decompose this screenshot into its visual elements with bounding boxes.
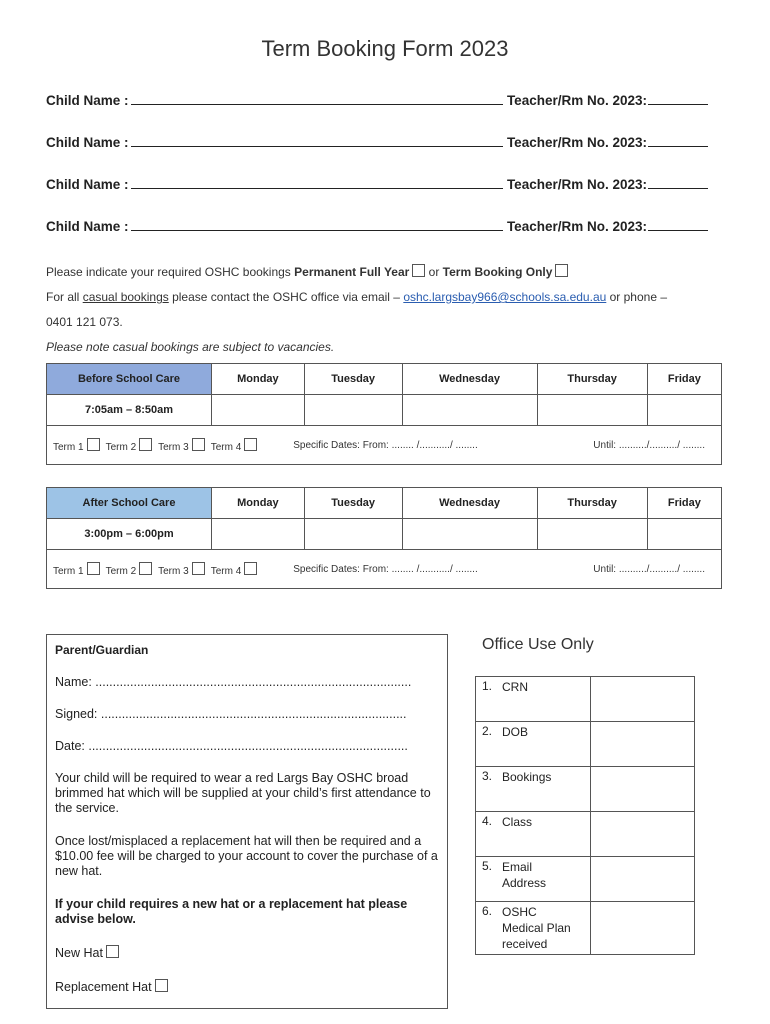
- after-school-label: After School Care: [47, 488, 212, 519]
- term-2-checkbox[interactable]: [139, 562, 152, 575]
- child-name-field[interactable]: [131, 134, 503, 147]
- phone-text: 0401 121 073.: [46, 315, 123, 329]
- after-school-time: 3:00pm – 6:00pm: [47, 519, 212, 550]
- day-header: Friday: [647, 364, 721, 395]
- teacher-label: Teacher/Rm No. 2023:: [506, 93, 647, 108]
- term-only-checkbox[interactable]: [555, 264, 568, 277]
- page-title: Term Booking Form 2023: [261, 36, 509, 61]
- permanent-checkbox[interactable]: [412, 264, 425, 277]
- booking-cell[interactable]: [647, 519, 721, 550]
- office-item: 3. Bookings: [476, 767, 591, 812]
- permanent-label: Permanent Full Year: [294, 265, 410, 279]
- day-header: Thursday: [537, 364, 647, 395]
- advise-text: If your child requires a new hat or a replacement hat please advise below.: [55, 897, 408, 926]
- booking-cell[interactable]: [537, 519, 647, 550]
- new-hat-checkbox[interactable]: [106, 945, 119, 958]
- day-header: Thursday: [537, 488, 647, 519]
- after-school-table: [46, 487, 722, 589]
- booking-cell[interactable]: [537, 395, 647, 426]
- parent-guardian-box: [46, 634, 448, 1009]
- teacher-field[interactable]: [648, 218, 708, 231]
- day-header: Monday: [212, 488, 305, 519]
- before-school-table: [46, 363, 722, 465]
- specific-dates: Specific Dates: From: ........ /.........../ ........: [293, 439, 478, 451]
- replacement-hat-checkbox[interactable]: [155, 979, 168, 992]
- office-field[interactable]: [591, 677, 695, 722]
- child-row-2: [46, 134, 708, 150]
- teacher-field[interactable]: [648, 176, 708, 189]
- child-name-label: Child Name :: [46, 135, 129, 150]
- day-header: Tuesday: [304, 364, 402, 395]
- office-item: 2. DOB: [476, 722, 591, 767]
- office-item: 5. Email Address: [476, 857, 591, 902]
- office-item: 4. Class: [476, 812, 591, 857]
- child-row-4: [46, 218, 708, 234]
- term-selection-row: Term 1 Term 2 Term 3 Term 4 Specific Dates: From: ........ /.........../ ........ Until: ........../........../ ........: [47, 550, 722, 589]
- booking-cell[interactable]: [212, 519, 305, 550]
- new-hat-row: New Hat: [55, 945, 439, 961]
- child-name-label: Child Name :: [46, 177, 129, 192]
- term-only-label: Term Booking Only: [442, 265, 553, 279]
- term-1-checkbox[interactable]: [87, 438, 100, 451]
- teacher-label: Teacher/Rm No. 2023:: [506, 135, 647, 150]
- office-field[interactable]: [591, 857, 695, 902]
- day-header: Tuesday: [304, 488, 402, 519]
- term-3-checkbox[interactable]: [192, 438, 205, 451]
- casual-line: For all casual bookings please contact the OSHC office via email – oshc.largsbay966@schools.sa.edu.au or phone –: [46, 290, 668, 304]
- office-item: 1. CRN: [476, 677, 591, 722]
- until-date: Until: ........../........../ ........: [593, 439, 705, 451]
- child-name-field[interactable]: [131, 176, 503, 189]
- specific-dates: Specific Dates: From: ........ /.........../ ........: [293, 563, 478, 575]
- office-field[interactable]: [591, 767, 695, 812]
- teacher-label: Teacher/Rm No. 2023:: [506, 219, 647, 234]
- before-school-time: 7:05am – 8:50am: [47, 395, 212, 426]
- teacher-field[interactable]: [648, 134, 708, 147]
- teacher-field[interactable]: [648, 92, 708, 105]
- child-name-field[interactable]: [131, 218, 503, 231]
- parent-date-field[interactable]: Date: ............................................................................................: [55, 739, 408, 753]
- day-header: Wednesday: [402, 364, 537, 395]
- day-header: Friday: [647, 488, 721, 519]
- before-school-label: Before School Care: [47, 364, 212, 395]
- term-selection-row: Term 1 Term 2 Term 3 Term 4 Specific Dates: From: ........ /.........../ ........ Until: ........../........../ ........: [47, 426, 722, 465]
- booking-cell[interactable]: [304, 519, 402, 550]
- term-2-checkbox[interactable]: [139, 438, 152, 451]
- office-item: 6. OSHC Medical Plan received: [476, 902, 591, 955]
- office-field[interactable]: [591, 902, 695, 955]
- hat-info: Your child will be required to wear a red Largs Bay OSHC broad brimmed hat which will be supplied at your child’s first attendance to the service.: [55, 771, 431, 815]
- child-name-label: Child Name :: [46, 93, 129, 108]
- term-4-checkbox[interactable]: [244, 438, 257, 451]
- term-3-checkbox[interactable]: [192, 562, 205, 575]
- term-4-checkbox[interactable]: [244, 562, 257, 575]
- booking-type-line: Please indicate your required OSHC bookings Permanent Full Year or Term Booking Only: [46, 264, 568, 279]
- until-date: Until: ........../........../ ........: [593, 563, 705, 575]
- day-header: Monday: [212, 364, 305, 395]
- day-header: Wednesday: [402, 488, 537, 519]
- child-row-1: [46, 92, 708, 108]
- booking-cell[interactable]: [402, 519, 537, 550]
- office-field[interactable]: [591, 812, 695, 857]
- booking-cell[interactable]: [402, 395, 537, 426]
- booking-cell[interactable]: [212, 395, 305, 426]
- replacement-hat-row: Replacement Hat: [55, 979, 439, 995]
- child-name-field[interactable]: [131, 92, 503, 105]
- parent-name-field[interactable]: Name: ...........................................................................................: [55, 675, 412, 689]
- parent-heading: Parent/Guardian: [55, 643, 149, 657]
- booking-cell[interactable]: [304, 395, 402, 426]
- child-name-label: Child Name :: [46, 219, 129, 234]
- child-row-3: [46, 176, 708, 192]
- vacancy-note: Please note casual bookings are subject to vacancies.: [46, 340, 335, 354]
- parent-signed-field[interactable]: Signed: ........................................................................................: [55, 707, 407, 721]
- email-link[interactable]: oshc.largsbay966@schools.sa.edu.au: [403, 290, 607, 304]
- term-1-checkbox[interactable]: [87, 562, 100, 575]
- office-use-title: Office Use Only: [482, 636, 594, 653]
- office-use-table: [475, 676, 695, 955]
- teacher-label: Teacher/Rm No. 2023:: [506, 177, 647, 192]
- lost-hat-info: Once lost/misplaced a replacement hat will then be required and a $10.00 fee will be charged to your account to cover the purchase of a new hat.: [55, 834, 438, 878]
- booking-cell[interactable]: [647, 395, 721, 426]
- office-field[interactable]: [591, 722, 695, 767]
